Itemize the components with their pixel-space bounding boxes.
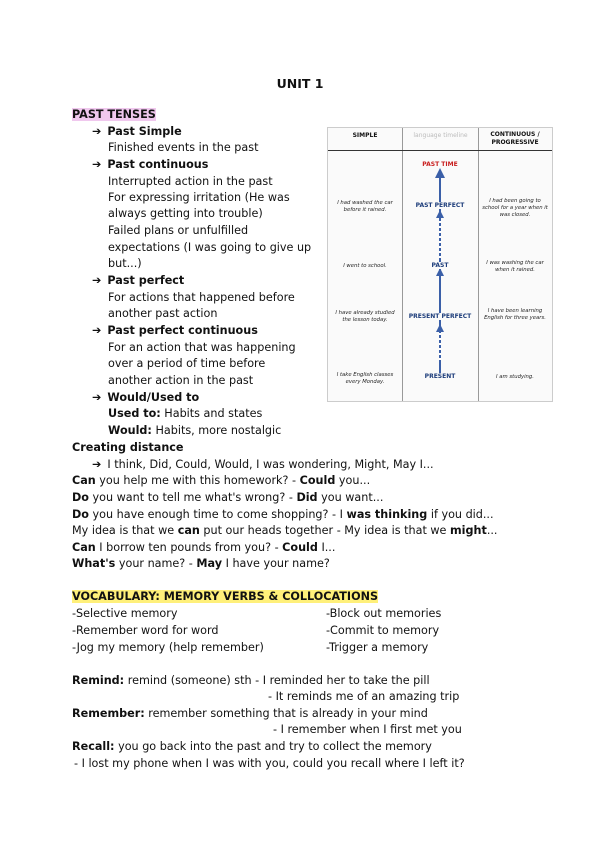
distance-example: Do you want to tell me what's wrong? - Did you want... [72, 491, 384, 504]
example-continuous: I had been going to school for a year when it was closed. [482, 198, 548, 218]
example-continuous: I am studying. [496, 374, 534, 380]
arrow-icon: ➔ [92, 158, 102, 171]
vocab-heading: VOCABULARY: MEMORY VERBS & COLLOCATIONS [72, 590, 379, 603]
label-present-perfect: PRESENT PERFECT [406, 313, 474, 320]
distance-example: Do you have enough time to come shopping? - I was thinking if you did... [72, 508, 494, 521]
example-simple: I went to school. [343, 263, 387, 269]
page-title: UNIT 1 [276, 76, 324, 91]
tense-past-perfect-continuous: ➔ Past perfect continuous [92, 324, 258, 337]
arrow-icon: ➔ [92, 125, 102, 138]
arrow-icon: ➔ [92, 458, 102, 471]
remember-example: - I remember when I first met you [273, 723, 462, 736]
recall-definition: Recall: you go back into the past and try to collect the memory [72, 740, 432, 753]
distance-list: ➔ I think, Did, Could, Would, I was wondering, Might, May I... [92, 458, 434, 471]
header-simple: SIMPLE [352, 132, 378, 139]
tense-past-simple: ➔ Past Simple [92, 125, 182, 138]
past-tenses-heading: PAST TENSES [72, 108, 156, 121]
tense-description: Failed plans or unfulfilled [108, 224, 249, 237]
tense-past-perfect: ➔ Past perfect [92, 274, 185, 287]
tense-description: Interrupted action in the past [108, 175, 273, 188]
vocab-item: -Jog my memory (help remember) [72, 641, 264, 654]
used-to-line: Used to: Habits and states [108, 407, 263, 420]
label-past: PAST [406, 262, 474, 269]
remember-definition: Remember: remember something that is already in your mind [72, 707, 428, 720]
example-continuous: I was washing the car when it rained. [486, 260, 544, 273]
distance-example: Can I borrow ten pounds from you? - Could I... [72, 541, 336, 554]
tense-description: over a period of time before [108, 357, 266, 370]
example-simple: I take English classes every Monday. [336, 372, 394, 385]
arrow-icon: ➔ [92, 274, 102, 287]
tense-description: always getting into trouble) [108, 207, 263, 220]
creating-distance-heading: Creating distance [72, 441, 184, 454]
vocab-item: -Block out memories [326, 607, 442, 620]
tense-description: For an action that was happening [108, 341, 296, 354]
tense-description: For expressing irritation (He was [108, 191, 290, 204]
tense-description: Finished events in the past [108, 141, 259, 154]
example-simple: I have already studied the lesson today. [335, 310, 395, 323]
tense-description: For actions that happened before [108, 291, 295, 304]
label-present: PRESENT [406, 373, 474, 380]
tense-past-continuous: ➔ Past continuous [92, 158, 209, 171]
tense-description: another action in the past [108, 374, 254, 387]
example-continuous: I have been learning English for three years. [484, 308, 546, 321]
label-past-time: PAST TIME [422, 161, 458, 168]
arrow-icon: ➔ [92, 391, 102, 404]
tense-description: but...) [108, 257, 142, 270]
label-past-perfect: PAST PERFECT [406, 202, 474, 209]
header-middle: language timeline [413, 132, 468, 139]
would-line: Would: Habits, more nostalgic [108, 424, 282, 437]
recall-example: - I lost my phone when I was with you, could you recall where I left it? [74, 757, 465, 770]
vocab-item: -Commit to memory [326, 624, 440, 637]
example-simple: I had washed the car before it rained. [337, 200, 393, 213]
distance-example: My idea is that we can put our heads together - My idea is that we might... [72, 524, 498, 537]
vocab-item: -Remember word for word [72, 624, 219, 637]
tense-timeline-diagram [327, 127, 553, 402]
vocab-item: -Trigger a memory [326, 641, 429, 654]
tense-description: expectations (I was going to give up [108, 241, 312, 254]
distance-example: Can you help me with this homework? - Could you... [72, 474, 371, 487]
remind-example: - It reminds me of an amazing trip [268, 690, 460, 703]
tense-would-used-to: ➔ Would/Used to [92, 391, 200, 404]
distance-example: What's your name? - May I have your name? [72, 557, 330, 570]
remind-definition: Remind: remind (someone) sth - I reminded her to take the pill [72, 674, 430, 687]
vocab-item: -Selective memory [72, 607, 178, 620]
arrow-icon: ➔ [92, 324, 102, 337]
header-continuous: CONTINUOUS / PROGRESSIVE [490, 131, 540, 146]
tense-description: another past action [108, 307, 218, 320]
